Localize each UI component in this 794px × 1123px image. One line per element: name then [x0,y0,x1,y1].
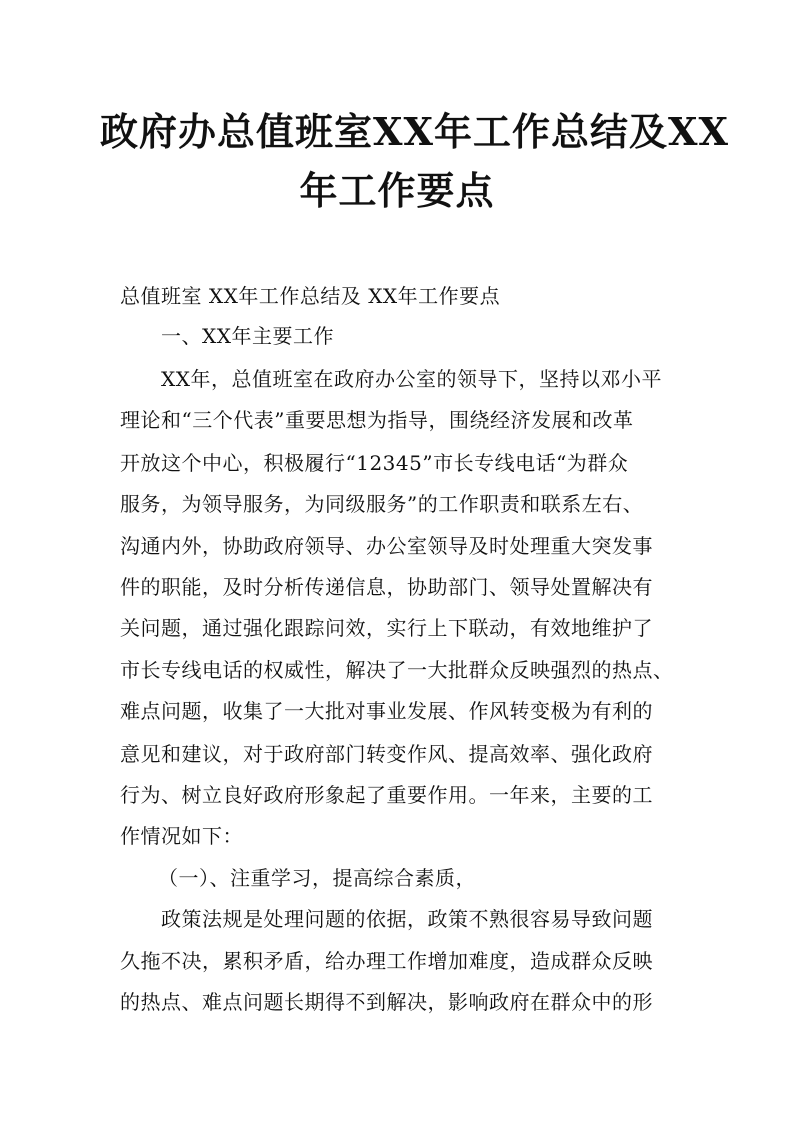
paragraph-line: 开放这个中心，积极履行“12345”市长专线电话“为群众 [120,451,629,475]
paragraph-line: 作情况如下： [120,824,243,848]
paragraph-line: 关问题，通过强化跟踪问效，实行上下联动，有效地维护了 [120,616,653,640]
document-title-line-1: 政府办总值班室XX年工作总结及XX [100,109,729,154]
paragraph-line: 政策法规是处理问题的依据，政策不熟很容易导致问题 [161,907,653,931]
paragraph-line: XX年，总值班室在政府办公室的领导下，坚持以邓小平 [161,367,662,391]
paragraph-line: 服务，为领导服务，为同级服务”的工作职责和联系左右、 [120,492,644,516]
paragraph-line: 难点问题，收集了一大批对事业发展、作风转变极为有利的 [120,699,653,723]
document-title-line-2: 年工作要点 [299,168,495,213]
paragraph-line: 沟通内外，协助政府领导、办公室领导及时处理重大突发事 [120,534,653,558]
paragraph-line: 行为、树立良好政府形象起了重要作用。一年来，主要的工 [120,783,653,807]
paragraph-line: 理论和“三个代表”重要思想为指导，围绕经济发展和改革 [120,408,634,432]
paragraph-line: 久拖不决，累积矛盾，给办理工作增加难度，造成群众反映 [120,949,653,973]
paragraph-line: 意见和建议，对于政府部门转变作风、提高效率、强化政府 [120,742,653,766]
subsection-heading: （一）、注重学习，提高综合素质， [158,866,476,890]
paragraph-line: 的热点、难点问题长期得不到解决，影响政府在群众中的形 [120,990,653,1014]
paragraph-line: 件的职能，及时分析传递信息，协助部门、领导处置解决有 [120,575,653,599]
paragraph-line: 市长专线电话的权威性，解决了一大批群众反映强烈的热点、 [120,658,674,682]
document-subtitle: 总值班室 XX年工作总结及 XX年工作要点 [120,284,501,308]
section-heading: 一、XX年主要工作 [161,324,334,348]
